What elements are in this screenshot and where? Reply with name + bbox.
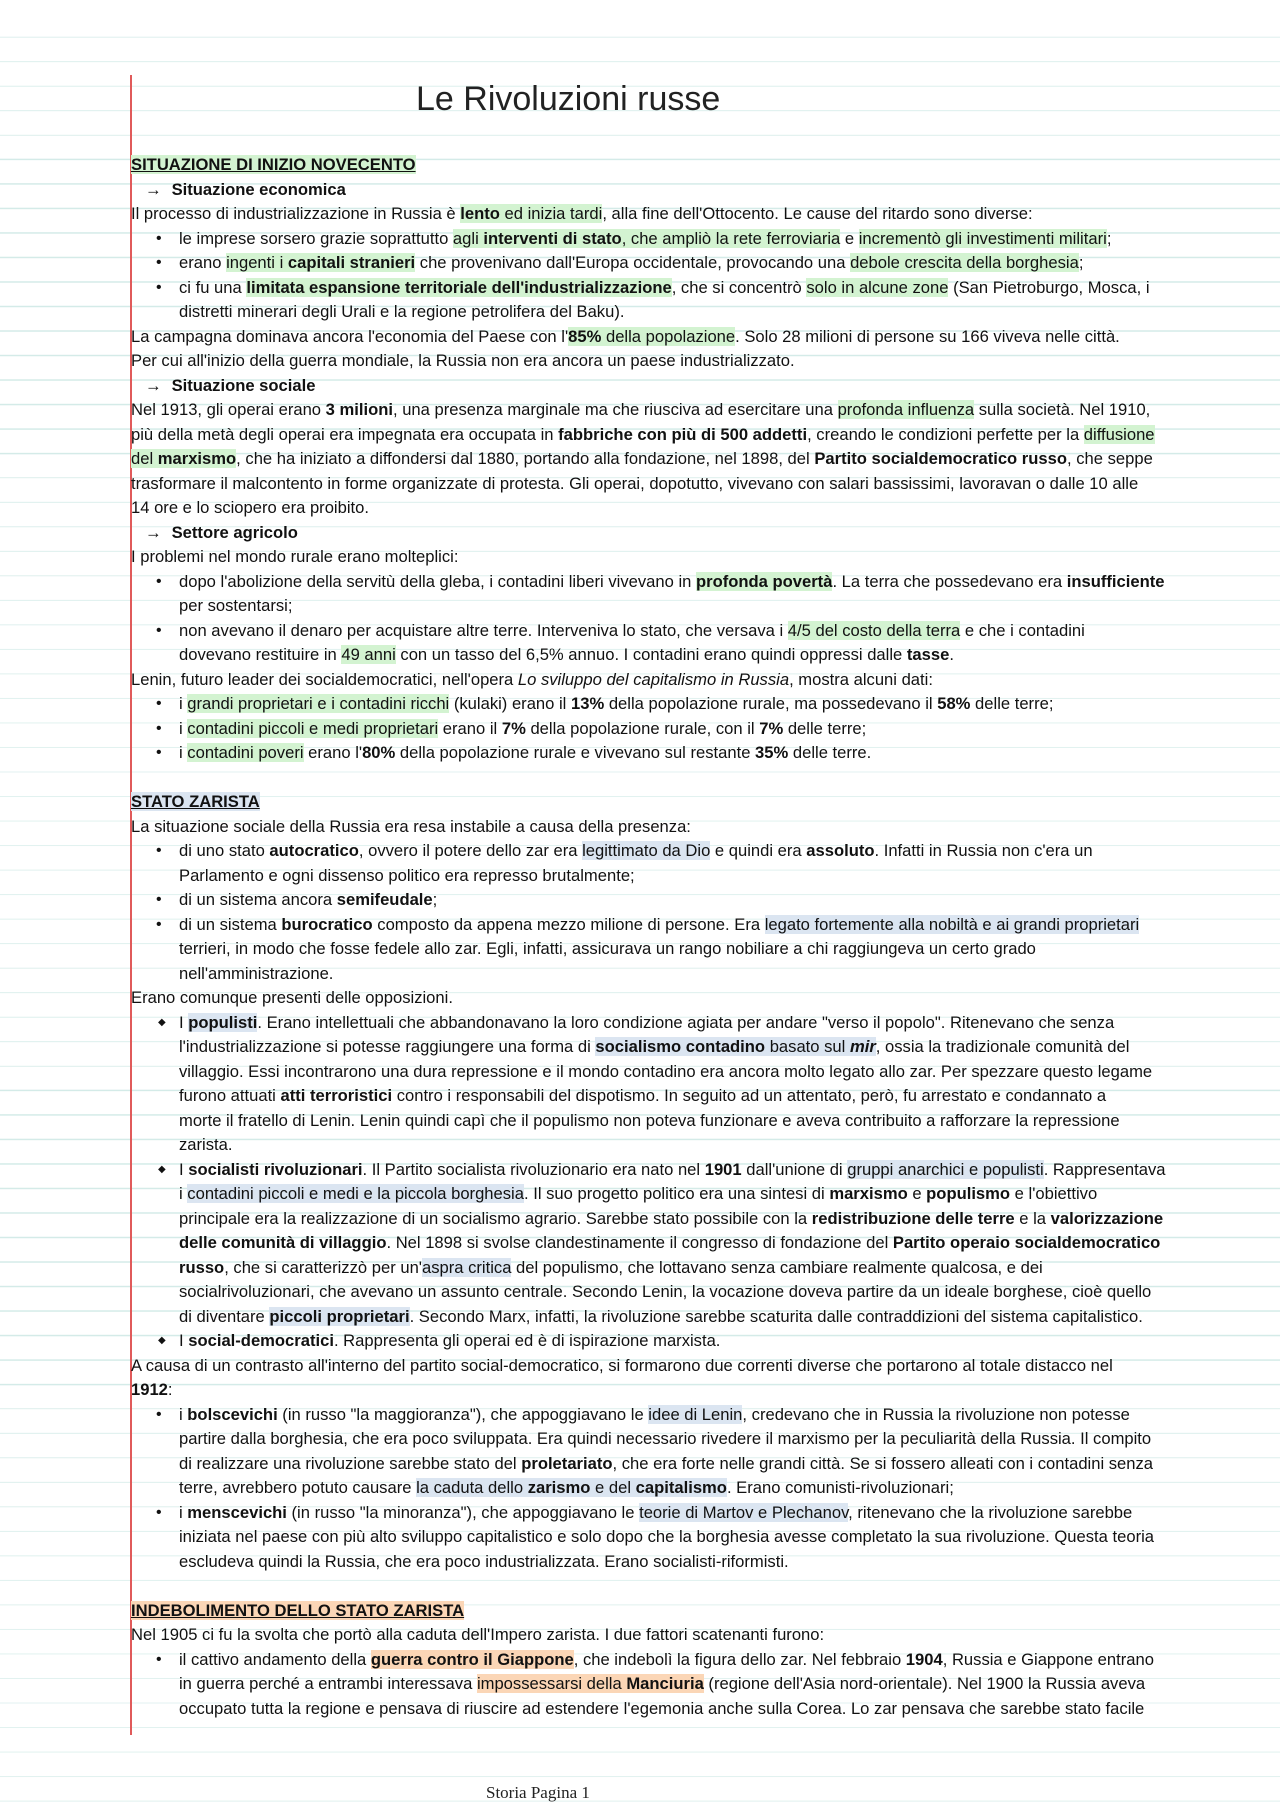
text-run: 7% (501, 718, 526, 738)
text-run: Manciuria (626, 1674, 704, 1693)
text-run: mir (849, 1037, 876, 1056)
bullet-item (131, 570, 1266, 595)
text-run: teorie di Martov e Plechanov (639, 1502, 849, 1522)
text-run: socialisti rivoluzionari (188, 1159, 363, 1179)
text-run: agli (452, 228, 484, 248)
text-run: gruppi anarchici e populisti (847, 1159, 1044, 1179)
text-run: delle terre. (788, 743, 872, 762)
text-run: profonda povertà (695, 571, 833, 591)
subsection-heading (131, 374, 1266, 399)
diamond-bullet-item (131, 1329, 1266, 1354)
text-run: escludeva quindi la Russia, che era poco industrializzata. Erano socialisti-riformisti. (179, 1551, 789, 1571)
text-run: ci fu una (179, 277, 247, 297)
text-run: dopo l'abolizione della servitù della gleba, i contadini liberi vivevano in (179, 571, 696, 591)
text-run: distretti minerari degli Urali e la regione petrolifera del Baku). (179, 302, 625, 321)
text-run: contadini poveri (187, 743, 304, 762)
text-run: capitalismo (635, 1478, 727, 1497)
text-run: I (179, 1159, 189, 1179)
text-run: , creando le condizioni perfette per la (807, 424, 1084, 444)
bullet-item (131, 913, 1266, 938)
text-run: di un sistema (179, 914, 282, 934)
text-run: SITUAZIONE DI INIZIO NOVECENTO (131, 155, 416, 174)
text-run: assoluto (806, 841, 875, 860)
text-run: interventi di stato (483, 228, 622, 248)
bullet-continuation (131, 1427, 1266, 1452)
bullet-continuation (131, 1476, 1266, 1501)
bullet-continuation (131, 1060, 1266, 1085)
text-run: proletariato (521, 1453, 613, 1473)
text-run: I problemi nel mondo rurale erano molteplici: (131, 547, 459, 566)
text-run: i (179, 743, 188, 762)
text-run: , ossia la tradizionale comunità del (875, 1037, 1130, 1056)
text-run: legato fortemente alla nobiltà e ai grandi proprietari (764, 914, 1140, 934)
text-run: contro i responsabili del dispotismo. In seguito ad un attentato, però, fu arrestato e condannato a (392, 1086, 1107, 1105)
text-run: Situazione economica (171, 179, 346, 199)
bullet-item (131, 1403, 1266, 1428)
text-run: grandi proprietari e i contadini ricchi (187, 694, 450, 713)
text-run: populismo (926, 1184, 1011, 1203)
text-run: della popolazione rurale, con il (525, 718, 760, 738)
bullet-continuation (131, 1231, 1266, 1256)
text-run: 7% (759, 718, 784, 738)
text-run: menscevichi (187, 1502, 287, 1522)
text-run: basato sul (765, 1037, 850, 1056)
text-run: terrieri, in modo che fosse fedele allo zar. Egli, infatti, assicurava un rango nobiliare a chi raggiungeva un certo grado (179, 939, 1036, 958)
text-run: : (167, 1380, 173, 1399)
text-run: socialismo contadino (595, 1037, 766, 1056)
bullet-item (131, 619, 1266, 644)
blank-line (131, 1574, 1266, 1599)
text-run: , che era forte nelle grandi città. Se si fossero alleati con i contadini senza (612, 1453, 1154, 1473)
section-heading (131, 790, 1266, 815)
text-line (131, 447, 1266, 472)
text-run: 85% (568, 326, 602, 346)
document-body (131, 153, 1266, 1721)
text-run: Situazione sociale (171, 375, 316, 395)
text-run: , Russia e Giappone entrano (942, 1649, 1154, 1669)
bullet-item (131, 888, 1266, 913)
text-run: . Infatti in Russia non c'era un (874, 841, 1093, 860)
text-line (131, 496, 1266, 521)
text-run: e l'obiettivo (1010, 1184, 1098, 1203)
text-run: , che seppe (1067, 449, 1153, 468)
text-run: e la (1014, 1208, 1051, 1228)
text-run: Parlamento e ogni dissenso politico era represso brutalmente; (179, 865, 635, 885)
text-run: (in russo "la minoranza"), che appoggiavano le (286, 1502, 640, 1522)
text-run: , che si caratterizzò per un' (224, 1257, 422, 1277)
text-run: . Il suo progetto politico era una sintesi di (523, 1184, 830, 1203)
text-run: solo in alcune zone (806, 277, 949, 297)
blank-line (131, 766, 1266, 791)
bullet-item (131, 251, 1266, 276)
text-run: lento (460, 204, 500, 223)
arrow-icon: → (145, 522, 162, 542)
text-run: semifeudale (336, 890, 433, 909)
bullet-continuation (131, 643, 1266, 668)
text-run: 13% (570, 694, 605, 713)
text-run: e che i contadini (960, 620, 1085, 640)
text-run: non avevano il denaro per acquistare altre terre. Interveniva lo stato, che versava i (179, 620, 788, 640)
text-run: erano (179, 253, 227, 272)
text-run: insufficiente (1066, 571, 1165, 591)
bullet-continuation (131, 864, 1266, 889)
text-run: 49 anni (341, 645, 396, 664)
text-run: STATO ZARISTA (131, 792, 260, 811)
text-run: di uno stato (179, 841, 270, 860)
text-run: di diventare (179, 1306, 270, 1326)
text-run: idee di Lenin (648, 1404, 743, 1424)
text-run: marxismo (157, 449, 237, 468)
text-run: della popolazione (601, 326, 736, 346)
text-run: , che indebolì la figura dello zar. Nel febbraio (573, 1649, 906, 1669)
bullet-continuation (131, 300, 1266, 325)
text-run: . Rappresentava (1043, 1159, 1166, 1179)
text-run: . (949, 645, 954, 664)
text-run: zarismo (527, 1478, 591, 1497)
text-line (131, 1354, 1266, 1379)
text-line (131, 1378, 1266, 1403)
text-line (131, 1623, 1266, 1648)
bullet-continuation (131, 1550, 1266, 1575)
text-run: . Nel 1898 si svolse clandestinamente il congresso di fondazione del (386, 1233, 893, 1252)
text-run: partire dalla borghesia, che era poco sviluppata. Era quindi necessario rivedere il marxismo per la peculiarità della Russia. Il compito (179, 1429, 1152, 1448)
text-run: Settore agricolo (171, 522, 298, 542)
text-run: 58% (937, 694, 971, 713)
text-run: fabbriche con più di 500 addetti (558, 424, 808, 444)
text-run: Partito socialdemocratico russo (814, 449, 1067, 468)
text-run: I (179, 1331, 189, 1350)
section-title (131, 155, 416, 174)
text-run: sulla società. Nel 1910, (974, 400, 1151, 419)
text-run: villaggio. Essi incontrarono una dura repressione e il mondo contadino era ancora molto legato allo zar. Per spezzare questo legame (179, 1061, 1153, 1081)
text-run: populisti (188, 1012, 258, 1032)
bullet-continuation (131, 1035, 1266, 1060)
section-title (131, 792, 260, 811)
text-run: ; (1106, 228, 1112, 248)
bullet-continuation (131, 1280, 1266, 1305)
text-run: delle comunità di villaggio (179, 1233, 387, 1252)
text-run: . Erano comunisti-rivoluzionari; (726, 1478, 954, 1497)
text-run: , alla fine dell'Ottocento. Le cause del ritardo sono diverse: (602, 204, 1033, 223)
text-run: , ovvero il potere dello zar era (358, 841, 583, 860)
text-run: i (179, 1184, 188, 1203)
text-run: piccoli proprietari (269, 1306, 410, 1326)
text-run: A causa di un contrasto all'interno del partito social-democratico, si formarono due correnti diverse che portarono al totale distacco nel (131, 1355, 1113, 1375)
text-run: , che si concentrò (671, 277, 807, 297)
section-title (131, 1601, 464, 1620)
text-run: i (179, 694, 188, 713)
text-run: Per cui all'inizio della guerra mondiale, la Russia non era ancora un paese industrializzato. (131, 351, 795, 370)
text-run: . La terra che possedevano era (832, 571, 1067, 591)
text-run: . Rappresenta gli operai ed è di ispirazione marxista. (333, 1331, 721, 1350)
text-run: profonda influenza (837, 400, 975, 419)
text-run: INDEBOLIMENTO DELLO STATO ZARISTA (131, 1600, 465, 1620)
text-run: valorizzazione (1050, 1208, 1164, 1228)
page-title: Le Rivoluzioni russe (416, 80, 721, 118)
text-run: della popolazione rurale e vivevano sul restante (395, 743, 756, 762)
text-run: i (179, 1404, 188, 1424)
text-line (131, 545, 1266, 570)
text-run: la caduta dello (416, 1478, 528, 1497)
text-run: l'industrializzazione si potesse raggiungere una forma di (179, 1037, 596, 1056)
text-run: debole crescita della borghesia (850, 253, 1079, 272)
text-run: 80% (362, 743, 396, 762)
text-run: , che ha iniziato a diffondersi dal 1880, portando alla fondazione, nel 1898, del (236, 449, 815, 468)
text-run: ed inizia tardi (499, 204, 603, 223)
text-line (131, 986, 1266, 1011)
bullet-item (131, 717, 1266, 742)
text-line (131, 202, 1266, 227)
text-run: di realizzare una rivoluzione sarebbe stato del (179, 1453, 522, 1473)
bullet-continuation (131, 1133, 1266, 1158)
text-run: e (907, 1184, 927, 1203)
text-run: ampliò la rete ferroviaria (662, 228, 841, 248)
text-run: atti terroristici (280, 1086, 393, 1105)
text-run: 1912 (131, 1380, 168, 1399)
text-run: ingenti i (226, 253, 288, 272)
text-run: (in russo "la maggioranza"), che appoggiavano le (277, 1404, 649, 1424)
bullet-continuation (131, 1697, 1266, 1722)
text-run: occupato tutta la regione e pensava di riuscire ad estendere l'egemonia anche sulla Corea. Lo zar pensava che sarebbe stato facile (179, 1698, 1145, 1718)
text-run: 35% (755, 743, 789, 762)
bullet-item (131, 276, 1266, 301)
text-run: guerra contro il Giappone (370, 1649, 574, 1669)
text-run: delle terre; (970, 694, 1054, 713)
text-run: Il processo di industrializzazione in Russia è (131, 204, 461, 223)
text-run: burocratico (281, 914, 373, 934)
bullet-continuation (131, 1256, 1266, 1281)
text-run: marxismo (829, 1184, 908, 1203)
text-run: zarista. (179, 1135, 233, 1154)
text-run: russo (179, 1257, 225, 1277)
text-run: . Il Partito socialista rivoluzionario era nato nel (362, 1159, 705, 1179)
text-run: , mostra alcuni dati: (789, 669, 933, 689)
text-run: dall'unione di (741, 1159, 848, 1179)
bullet-continuation (131, 594, 1266, 619)
text-run: e quindi era (710, 841, 807, 860)
text-run: socialrivoluzionari, che avevano un assunto centrale. Secondo Lenin, la vocazione doveva partire da un ideale borghese, cioè quello (179, 1282, 1152, 1301)
text-run: contadini piccoli e medi e la piccola borghesia (187, 1184, 524, 1203)
page-footer: Storia Pagina 1 (486, 1783, 590, 1802)
text-run: . Secondo Marx, infatti, la rivoluzione sarebbe scaturita dalle contraddizioni del sistema capitalistico. (409, 1306, 1143, 1326)
text-run: (regione dell'Asia nord-orientale). Nel 1900 la Russia aveva (703, 1674, 1146, 1693)
text-run: furono attuati (179, 1086, 281, 1105)
text-run: legittimato da Dio (582, 841, 711, 860)
text-run: i (179, 718, 188, 738)
text-run: e del (590, 1478, 636, 1497)
text-run: delle terre; (783, 718, 867, 738)
text-run: Nel 1913, gli operai erano (131, 400, 326, 419)
text-run: 14 ore e lo sciopero era proibito. (131, 498, 369, 517)
text-run: per sostentarsi; (179, 596, 293, 615)
text-run: composto da appena mezzo milione di persone. Era (372, 914, 765, 934)
text-run: limitata espansione territoriale dell'industrializzazione (246, 277, 672, 297)
bullet-continuation (131, 1305, 1266, 1330)
text-run: principale era la realizzazione di un socialismo agrario. Sarebbe stato possibile con la (179, 1208, 812, 1228)
text-run: Lo sviluppo del capitalismo in Russia (517, 669, 790, 689)
text-run: capitali stranieri (287, 253, 416, 272)
bullet-continuation (131, 1109, 1266, 1134)
subsection-heading (131, 521, 1266, 546)
text-run: iniziata nel paese con più alto sviluppo capitalistico e solo dopo che la borghesia avesse completato la sua rivoluzione. Questa teoria (179, 1527, 1155, 1546)
text-line (131, 668, 1266, 693)
text-run: il cattivo andamento della (179, 1649, 371, 1669)
text-run: 4/5 del costo della terra (787, 620, 961, 640)
text-run: in guerra perché a entrambi interessava (179, 1674, 477, 1693)
text-run: incrementò gli investimenti militari (858, 228, 1107, 248)
text-run: trasformare il malcontento in forme organizzate di protesta. Gli operai, dopotutto, vivevano con salari bassissimi, lavoravan o dalle 10 alle (131, 473, 1139, 493)
text-run: 3 milioni (325, 400, 393, 419)
text-run: i (179, 1502, 188, 1522)
bullet-continuation (131, 1452, 1266, 1477)
bullet-continuation (131, 962, 1266, 987)
bullet-item (131, 1648, 1266, 1673)
text-run: , ritenevano che la rivoluzione sarebbe (848, 1502, 1133, 1522)
bullet-continuation (131, 1207, 1266, 1232)
text-run: , una presenza marginale ma che riusciva ad esercitare una (392, 400, 838, 419)
bullet-continuation (131, 937, 1266, 962)
text-run: ; (1078, 253, 1084, 272)
text-run: (kulaki) erano il (449, 694, 571, 713)
bullet-continuation (131, 1084, 1266, 1109)
section-heading (131, 1599, 1266, 1624)
arrow-icon: → (145, 375, 162, 395)
text-line (131, 349, 1266, 374)
section-heading (131, 153, 1266, 178)
text-run: aspra critica (421, 1257, 512, 1277)
text-run: erano l' (303, 743, 363, 762)
text-run: Nel 1905 ci fu la svolta che portò alla caduta dell'Impero zarista. I due fattori scatenanti furono: (131, 1625, 825, 1644)
bullet-continuation (131, 1525, 1266, 1550)
text-run: le imprese sorsero grazie soprattutto (179, 228, 453, 248)
text-run: Partito operaio socialdemocratico (892, 1233, 1161, 1252)
text-run: che provenivano dall'Europa occidentale, provocando una (415, 253, 851, 272)
text-run: Lenin, futuro leader dei socialdemocratici, nell'opera (131, 669, 518, 689)
text-run: nell'amministrazione. (179, 963, 334, 983)
text-run: del (131, 449, 158, 468)
arrow-icon: → (145, 179, 162, 199)
text-run: , che (621, 228, 663, 248)
bullet-item (131, 692, 1266, 717)
text-line (131, 423, 1266, 448)
text-run: della popolazione rurale, ma possedevano il (604, 694, 938, 713)
text-run: redistribuzione delle terre (811, 1208, 1015, 1228)
text-run: con un tasso del 6,5% annuo. I contadini erano quindi oppressi dalle (395, 645, 907, 664)
text-run: di un sistema ancora (179, 890, 337, 909)
text-run: diffusione (1083, 424, 1155, 444)
diamond-bullet-item (131, 1011, 1266, 1036)
text-run: contadini piccoli e medi proprietari (187, 718, 439, 738)
bullet-item (131, 1501, 1266, 1526)
text-run: del populismo, che lottavano senza cambiare realmente qualcosa, e dei (511, 1257, 1043, 1277)
diamond-bullet-item (131, 1158, 1266, 1183)
text-run: La situazione sociale della Russia era resa instabile a causa della presenza: (131, 816, 691, 836)
text-run: (San Pietroburgo, Mosca, i (948, 277, 1150, 297)
bullet-continuation (131, 1182, 1266, 1207)
text-run: terre, avrebbero potuto causare (179, 1478, 417, 1497)
text-run: morte il fratello di Lenin. Lenin quindi capì che il populismo non poteva funzionare e aveva contribuito a rafforzare la repressione (179, 1110, 1120, 1130)
text-run: social-democratici (188, 1331, 334, 1350)
text-line (131, 815, 1266, 840)
text-run: . Solo 28 milioni di persone su 166 viveva nelle città. (735, 326, 1120, 346)
bullet-item (131, 741, 1266, 766)
text-run: Erano comunque presenti delle opposizioni. (131, 988, 453, 1007)
text-run: autocratico (269, 841, 359, 860)
text-run: . Erano intellettuali che abbandonavano la loro condizione agiata per andare "verso il popolo". Ritenevano che senza (257, 1012, 1115, 1032)
text-run: e (840, 228, 859, 248)
text-run: bolscevichi (187, 1404, 278, 1424)
text-run: 1901 (704, 1159, 742, 1179)
text-run: erano il (438, 718, 502, 738)
bullet-item (131, 839, 1266, 864)
text-run: La campagna dominava ancora l'economia del Paese con l' (131, 326, 569, 346)
text-line (131, 325, 1266, 350)
text-line (131, 472, 1266, 497)
text-run: più della metà degli operai era impegnata era occupata in (131, 424, 559, 444)
text-run: dovevano restituire in (179, 645, 342, 664)
text-run: tasse (906, 645, 950, 664)
text-run: impossessarsi della (476, 1674, 627, 1693)
text-run: I (179, 1012, 189, 1032)
text-run: ; (432, 890, 438, 909)
bullet-continuation (131, 1672, 1266, 1697)
bullet-item (131, 227, 1266, 252)
text-run: 1904 (905, 1649, 943, 1669)
text-run: , credevano che in Russia la rivoluzione non potesse (742, 1404, 1130, 1424)
subsection-heading (131, 178, 1266, 203)
text-line (131, 398, 1266, 423)
